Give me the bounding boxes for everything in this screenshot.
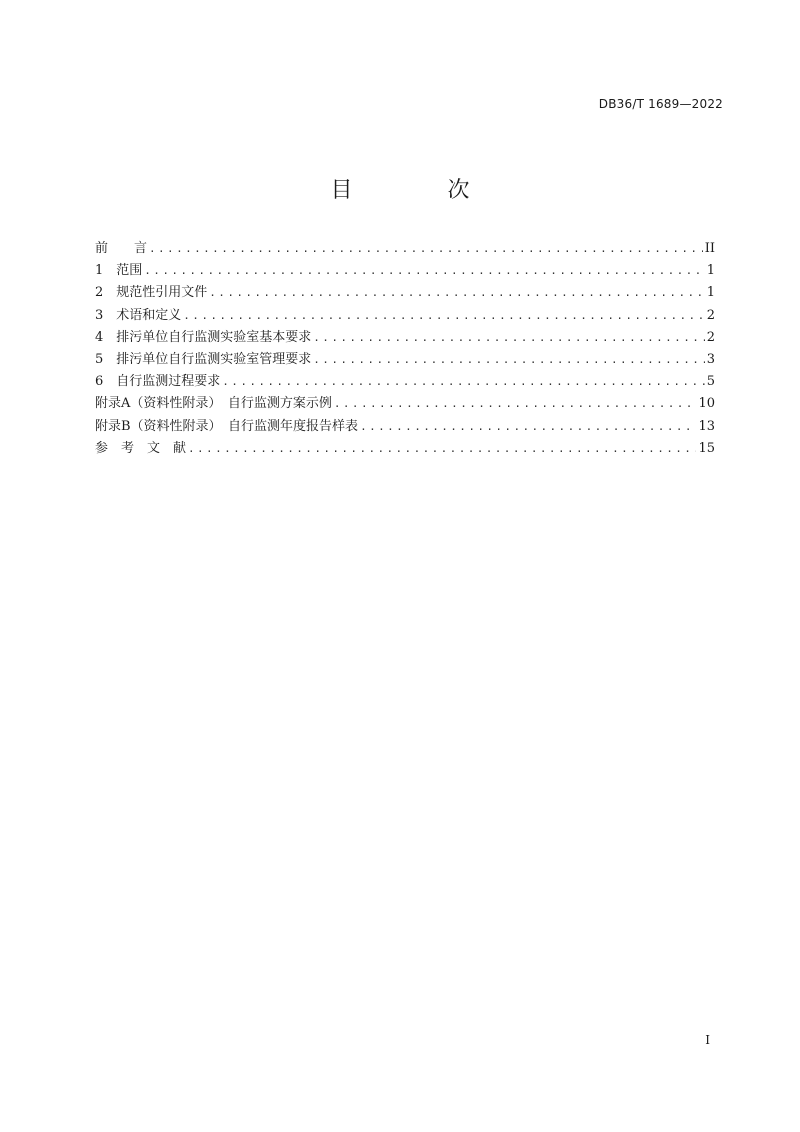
toc-entry-appendix-b[interactable] — [95, 416, 715, 438]
dot-leader — [313, 327, 704, 349]
toc-entry-page: 5 — [706, 374, 715, 390]
toc-entry-appendix-a[interactable] — [95, 393, 715, 415]
toc-entry-page: 1 — [706, 263, 715, 279]
toc-entry-page: 13 — [698, 418, 715, 434]
dot-leader — [188, 438, 696, 460]
toc-entry-scope[interactable] — [95, 260, 715, 282]
page-number: I — [705, 1033, 710, 1047]
dot-leader — [209, 282, 704, 304]
toc-entry-page: 10 — [698, 396, 715, 412]
dot-leader — [144, 260, 704, 282]
document-code: DB36/T 1689—2022 — [598, 97, 723, 111]
toc-entry-normative-references[interactable] — [95, 282, 715, 304]
dot-leader — [360, 416, 696, 438]
toc-entry-page: 2 — [706, 329, 715, 345]
toc-entry-page: 3 — [706, 351, 715, 367]
toc-entry-process-requirements[interactable] — [95, 371, 715, 393]
dot-leader — [149, 238, 703, 260]
toc-entry-label: 附录B（资料性附录） 自行监测年度报告样表 — [95, 418, 359, 434]
toc-entry-label: 1 范围 — [95, 263, 143, 279]
toc-entry-label: 6 自行监测过程要求 — [95, 374, 221, 390]
toc-entry-label: 附录A（资料性附录） 自行监测方案示例 — [95, 396, 332, 412]
dot-leader — [313, 349, 704, 371]
dot-leader — [183, 305, 704, 327]
toc-entry-label: 参 考 文 献 — [95, 440, 187, 456]
toc-entry-label: 2 规范性引用文件 — [95, 285, 208, 301]
toc-entry-lab-basic-requirements[interactable] — [95, 327, 715, 349]
toc-entry-label: 前 言 — [95, 241, 148, 256]
toc-entry-page: 2 — [706, 307, 715, 323]
dot-leader — [222, 371, 704, 393]
toc-entry-page: II — [704, 241, 715, 256]
toc-entry-label: 4 排污单位自行监测实验室基本要求 — [95, 329, 312, 345]
toc-entry-bibliography[interactable] — [95, 438, 715, 460]
table-of-contents — [95, 238, 715, 460]
toc-entry-foreword[interactable] — [95, 238, 715, 260]
toc-entry-label: 5 排污单位自行监测实验室管理要求 — [95, 351, 312, 367]
toc-entry-lab-management-requirements[interactable] — [95, 349, 715, 371]
toc-entry-terms-definitions[interactable] — [95, 305, 715, 327]
toc-title: 目 次 — [330, 178, 514, 203]
toc-entry-page: 1 — [706, 285, 715, 301]
toc-entry-label: 3 术语和定义 — [95, 307, 182, 323]
toc-entry-page: 15 — [698, 440, 715, 456]
dot-leader — [334, 393, 697, 415]
